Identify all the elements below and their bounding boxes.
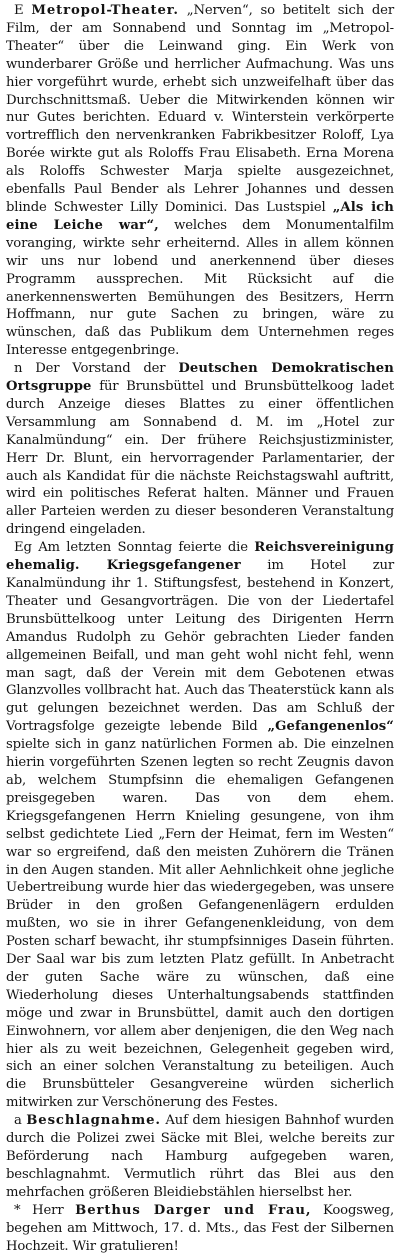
article-text: Auf dem hiesigen Bahnhof wurden durch die Polizei zwei Säcke mit Blei, welche bereits zur Beförderung nach Hamburg aufgegeben waren, beschlagnahmt. Vermutlich rührt das Blei aus den mehrfachen größeren Bleidiebstählen hierselbst her.: [6, 1113, 394, 1200]
organization-emphasis: Deutschen Demokratischen Ortsgruppe: [6, 361, 394, 395]
article-metropol-theater: [6, 2, 394, 360]
article-text: Am letzten Sonntag feierte die: [38, 540, 255, 556]
name-emphasis: Berthus Darger und Frau,: [75, 1202, 312, 1218]
article-marker: n: [14, 361, 23, 377]
article-text: „Nerven“, so betitelt sich der Film, der am Sonnabend und Sonntag im „Metropol-Theater“ über die Leinwand ging. Ein Werk von wunderbarer Größe und herrlicher Aufmachung. Was uns hier vorgeführt wurde, erhebt sich unzweifelhaft über das Durchschnittsmaß. Ueber die Mitwirkenden können wir nur Gutes berichten. Eduard v. Winterstein verkörperte vortrefflich den nervenkranken Fabrikbesitzer Roloff, Lya Borée wirkte gut als Roloffs Frau Elisabeth. Erna Morena als Roloffs Schwester Marja spielte ausgezeichnet, ebenfalls Paul Bender als Lehrer Johannes und dessen blinde Schwester Lilly Dominici. Das Lustspiel: [6, 3, 394, 215]
article-text: für Brunsbüttel und Brunsbüttelkoog ladet durch Anzeige dieses Blattes zu einer öffentlichen Versammlung am Sonnabend d. M. im „Hotel zur Kanalmündung“ ein. Der frühere Reichsjustizminister, Herr Dr. Blunt, ein hervorragender Parlamentarier, der auch als Kandidat für die nächste Reichstagswahl auftritt, wird ein politisches Referat halten. Männer und Frauen aller Parteien werden zu dieser besonderen Veranstaltung dringend eingeladen.: [6, 379, 394, 538]
article-silberhochzeit: [6, 1202, 394, 1255]
article-ortsgruppe: [6, 360, 394, 539]
organization-emphasis: Reichsvereinigung ehemalig. Kriegsgefangener: [6, 540, 394, 574]
article-beschlagnahme: [6, 1112, 394, 1202]
article-heading: Beschlagnahme.: [26, 1113, 161, 1129]
article-text: Der Vorstand der: [35, 361, 179, 377]
tableau-title-emphasis: „Gefangenenlos“: [267, 719, 394, 735]
article-text: Koogsweg, begehen am Mittwoch, 17. d. Mts., das Fest der Silbernen Hochzeit. Wir gratulieren!: [6, 1202, 395, 1254]
article-marker: *: [14, 1202, 21, 1218]
article-marker: Eg: [14, 540, 32, 556]
article-text: Herr: [32, 1202, 76, 1218]
article-text: spielte sich in ganz natürlichen Formen ab. Die einzelnen hierin vorgeführten Szenen legten so recht Zeugnis davon ab, welchem Stumpfsinn die ehemaligen Gefangenen preisgegeben waren. Das von dem ehem. Kriegsgefangenen Herrn Knieling gesungene, von ihm selbst gedichtete Lied „Fern der Heimat, fern im Westen“ war so ergreifend, daß den meisten Zuhörern die Tränen in den Augen standen. Mit aller Aehnlichkeit ohne jegliche Uebertreibung wurde hier das wiedergegeben, was unsere Brüder in den großen Gefangenenlägern erdulden mußten, wo sie in ihrer Gefangenenkleidung, von dem Posten scharf bewacht, ihr stumpfsinniges Dasein führten. Der Saal war bis zum letzten Platz gefüllt. In Anbetracht der guten Sache wäre zu wünschen, daß eine Wiederholung dieses Unterhaltungsabends stattfinden möge und zwar in Brunsbüttel, damit auch den dortigen Einwohnern, vor allem aber denjenigen, die den Weg nach hier als zu weit bezeichnen, Gelegenheit gegeben wird, sich an einer solchen Veranstaltung zu beteiligen. Auch die Brunsbütteler Gesangvereine würden sicherlich mitwirken zur Verschönerung des Festes.: [6, 737, 394, 1111]
article-marker: E: [14, 3, 24, 18]
film-title-emphasis: „Als ich eine Leiche war“,: [6, 199, 394, 233]
article-text: im Hotel zur Kanalmündung ihr 1. Stiftungsfest, bestehend in Konzert, Theater und Gesangvorträgen. Die von der Liedertafel Brunsbüttelkoog unter Leitung des Dirigenten Herrn Amandus Rudolph zu Gehör gebrachten Lieder fanden allgemeinen Beifall, und man geht wohl nicht fehl, wenn man sagt, daß der Verein mit dem Gebotenen etwas Glanzvolles vollbracht hat. Auch das Theaterstück kann als gut gelungen bezeichnet werden. Das am Schluß der Vortragsfolge gezeigte lebende Bild: [6, 558, 394, 735]
article-text: welches dem Monumentalfilm voranging, wirkte sehr erheiternd. Alles in allem können wir uns nur lobend und anerkennend über dieses Programm aussprechen. Mit Rücksicht auf die anerkennenswerten Bemühungen des Besitzers, Herrn Hoffmann, nur gute Sachen zu bringen, wäre zu wünschen, daß das Publikum dem Unternehmen reges Interesse entgegenbringe.: [6, 217, 394, 359]
article-marker: a: [14, 1113, 22, 1129]
article-kriegsgefangene: [6, 539, 394, 1112]
article-heading: Metropol-Theater.: [31, 3, 179, 18]
